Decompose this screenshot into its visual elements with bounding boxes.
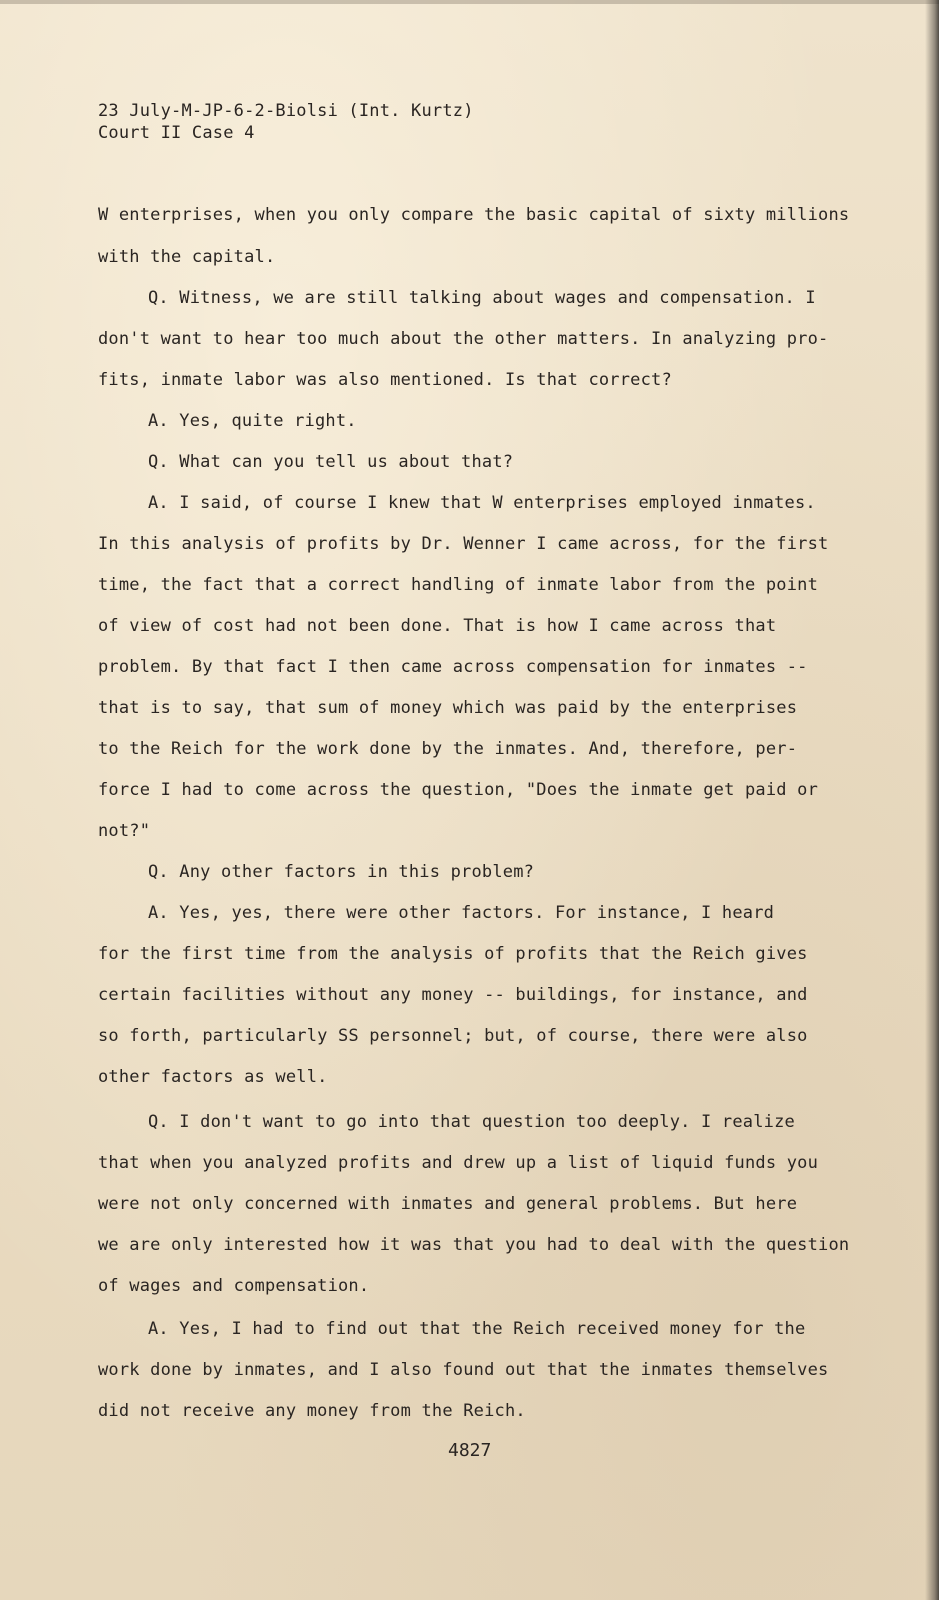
body-line: for the first time from the analysis of profits that the Reich gives [98,944,808,964]
body-line: did not receive any money from the Reich. [98,1401,526,1421]
body-line: Q. I don't want to go into that question too deeply. I realize [148,1112,795,1132]
body-line: A. Yes, quite right. [148,411,357,431]
body-line: Q. Any other factors in this problem? [148,862,535,882]
body-line: of wages and compensation. [98,1276,370,1296]
page-top-edge [0,0,939,4]
page-number: 4827 [448,1440,492,1461]
header-line-2: Court II Case 4 [98,123,255,143]
body-line: work done by inmates, and I also found out that the inmates themselves [98,1360,829,1380]
body-line: fits, inmate labor was also mentioned. Is that correct? [98,370,672,390]
body-line: to the Reich for the work done by the inmates. And, therefore, per- [98,739,798,759]
body-line: A. Yes, I had to find out that the Reich received money for the [148,1319,806,1339]
body-line: time, the fact that a correct handling of inmate labor from the point [98,575,819,595]
body-line: of view of cost had not been done. That is how I came across that [98,616,777,636]
body-line: that is to say, that sum of money which was paid by the enterprises [98,698,798,718]
body-line: problem. By that fact I then came across compensation for inmates -- [98,657,808,677]
header-line-1: 23 July-M-JP-6-2-Biolsi (Int. Kurtz) [98,101,474,121]
body-line: Q. Witness, we are still talking about wages and compensation. I [148,288,816,308]
body-line: don't want to hear too much about the other matters. In analyzing pro- [98,329,829,349]
body-line: so forth, particularly SS personnel; but, of course, there were also [98,1026,808,1046]
body-line: A. I said, of course I knew that W enterprises employed inmates. [148,493,816,513]
body-line: W enterprises, when you only compare the basic capital of sixty millions [98,205,850,225]
body-line: not?" [98,821,151,841]
body-line: we are only interested how it was that you had to deal with the question [98,1235,850,1255]
body-line: were not only concerned with inmates and general problems. But here [98,1194,798,1214]
body-line: with the capital. [98,247,276,267]
body-line: force I had to come across the question, "Does the inmate get paid or [98,780,819,800]
body-line: In this analysis of profits by Dr. Wenner I came across, for the first [98,534,829,554]
body-line: A. Yes, yes, there were other factors. For instance, I heard [148,903,775,923]
page-right-edge [925,0,939,1600]
body-line: that when you analyzed profits and drew up a list of liquid funds you [98,1153,819,1173]
body-line: Q. What can you tell us about that? [148,452,514,472]
body-line: other factors as well. [98,1067,328,1087]
body-line: certain facilities without any money -- buildings, for instance, and [98,985,808,1005]
